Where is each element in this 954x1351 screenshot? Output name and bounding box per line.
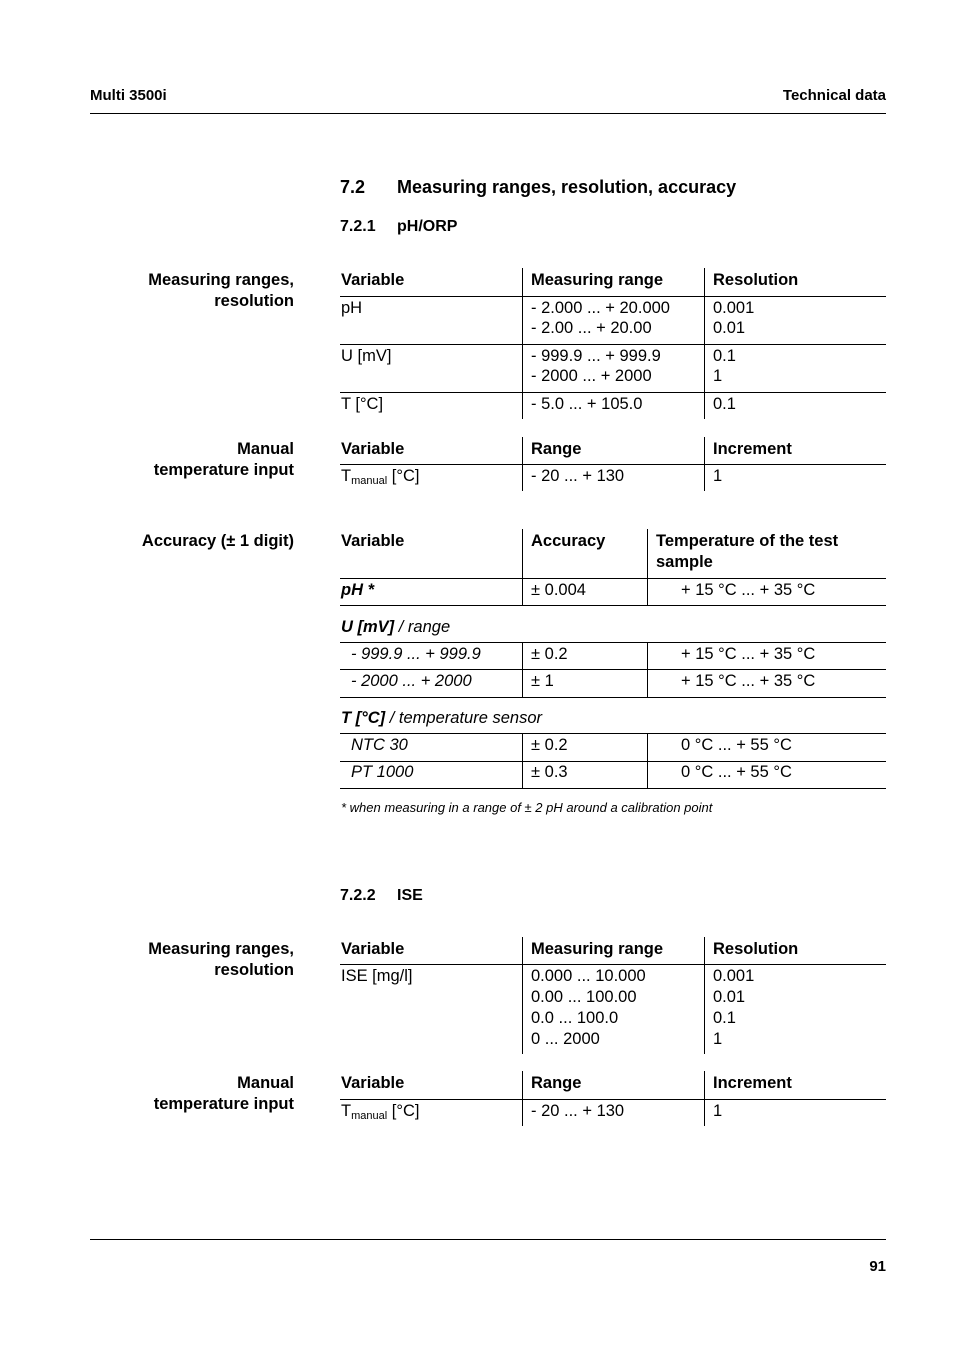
table-cell: + 15 °C ... + 35 °C: [681, 581, 816, 599]
column-rule: [522, 733, 523, 788]
subsection-title: pH/ORP: [397, 218, 458, 235]
table-cell: PT 1000: [351, 763, 414, 781]
th-resolution: Resolution: [713, 940, 799, 958]
th-measuring-range: Measuring range: [531, 940, 664, 958]
table-cell: ± 0.3: [531, 763, 568, 781]
table-rule: [340, 669, 886, 670]
table-cell: U [mV]: [341, 347, 392, 365]
table-cell: - 2.00 ... + 20.00: [531, 319, 652, 337]
th-accuracy: Accuracy: [531, 532, 606, 550]
column-rule: [522, 268, 523, 419]
group-label-bold: U [mV]: [341, 618, 395, 636]
th-temperature: Temperature of the test: [656, 532, 839, 550]
table-cell: [341, 1101, 419, 1127]
running-header-title: Multi 3500i: [90, 87, 167, 104]
subsection-heading-ise: [340, 887, 423, 905]
side-label-manual-ise: [154, 1073, 294, 1115]
table-cell: - 2000 ... + 2000: [531, 367, 652, 385]
table-cell: ± 0.2: [531, 736, 568, 754]
table-cell: 0.000 ... 10.000: [531, 967, 646, 985]
footer-rule: [90, 1239, 886, 1240]
var-main: T: [341, 467, 352, 485]
table-rule: [340, 392, 886, 393]
table-cell: - 5.0 ... + 105.0: [531, 395, 643, 413]
table-cell: [341, 466, 419, 492]
side-label-manual: [154, 439, 294, 481]
column-rule: [647, 642, 648, 697]
table-cell: 1: [713, 1030, 723, 1048]
table-cell: - 2000 ... + 2000: [351, 672, 472, 690]
group-label-mv: [341, 617, 450, 638]
subsection-number: 7.2.1: [340, 218, 376, 235]
table-cell: ISE [mg/l]: [341, 967, 413, 985]
th-increment: Increment: [713, 1074, 792, 1092]
table-rule: [340, 296, 886, 297]
column-rule: [647, 529, 648, 605]
side-label-line: resolution: [214, 961, 294, 979]
table-cell: 0.001: [713, 967, 755, 985]
table-cell: 1: [713, 1102, 723, 1120]
subsection-heading-ph: [340, 218, 457, 236]
subsection-number: 7.2.2: [340, 887, 376, 904]
table-rule: [340, 964, 886, 965]
column-rule: [522, 642, 523, 697]
running-header-section: Technical data: [782, 87, 886, 104]
table-cell: + 15 °C ... + 35 °C: [681, 645, 816, 663]
column-rule: [704, 937, 705, 1054]
group-label-temp: [341, 708, 542, 729]
th-resolution: Resolution: [713, 271, 799, 289]
table-cell: pH: [341, 299, 363, 317]
table-cell: 0.01: [713, 988, 746, 1006]
page-number: 91: [869, 1258, 886, 1275]
column-rule: [704, 437, 705, 491]
table-cell: - 2.000 ... + 20.000: [531, 299, 670, 317]
table-rule: [340, 605, 886, 606]
column-rule: [647, 733, 648, 788]
side-label-line: Manual: [237, 440, 294, 458]
header-rule: [90, 113, 886, 114]
column-rule: [522, 937, 523, 1054]
side-label-line: temperature input: [153, 461, 294, 479]
table-cell: 0.00 ... 100.00: [531, 988, 637, 1006]
var-subscript: manual: [351, 1110, 388, 1122]
column-rule: [522, 1071, 523, 1126]
var-subscript: manual: [351, 475, 388, 487]
th-variable: Variable: [341, 271, 405, 289]
table-cell: 0.001: [713, 299, 755, 317]
var-unit: [°C]: [387, 1102, 420, 1120]
table-cell: 1: [713, 467, 723, 485]
side-label-accuracy: Accuracy (± 1 digit): [141, 532, 294, 550]
table-cell: - 999.9 ... + 999.9: [351, 645, 481, 663]
table-cell: 0 °C ... + 55 °C: [681, 763, 792, 781]
column-rule: [704, 1071, 705, 1126]
footnote: * when measuring in a range of ± 2 pH around a calibration point: [341, 800, 713, 815]
table-rule: [340, 642, 886, 643]
table-rule: [340, 761, 886, 762]
group-label-rest: / range: [394, 618, 451, 636]
column-rule: [704, 268, 705, 419]
th-temperature-line2: sample: [656, 553, 713, 571]
table-cell: - 999.9 ... + 999.9: [531, 347, 661, 365]
side-label-line: Measuring ranges,: [148, 940, 294, 958]
table-cell: 1: [713, 367, 723, 385]
th-variable: Variable: [341, 532, 405, 550]
side-label-line: Manual: [237, 1074, 294, 1092]
var-main: T: [341, 1102, 352, 1120]
column-rule: [522, 529, 523, 605]
table-cell: 0.0 ... 100.0: [531, 1009, 619, 1027]
th-increment: Increment: [713, 440, 792, 458]
column-rule: [522, 437, 523, 491]
table-cell: 0 ... 2000: [531, 1030, 600, 1048]
table-cell: ± 0.2: [531, 645, 568, 663]
table-cell: + 15 °C ... + 35 °C: [681, 672, 816, 690]
side-label-line: resolution: [214, 292, 294, 310]
subsection-title: ISE: [397, 887, 423, 904]
table-rule: [340, 464, 886, 465]
table-cell: 0 °C ... + 55 °C: [681, 736, 792, 754]
th-measuring-range: Measuring range: [531, 271, 664, 289]
table-cell: - 20 ... + 130: [531, 467, 625, 485]
table-cell: - 20 ... + 130: [531, 1102, 625, 1120]
side-label-ranges: [148, 270, 294, 312]
table-cell: 0.01: [713, 319, 746, 337]
section-title: Measuring ranges, resolution, accuracy: [397, 177, 737, 197]
th-variable: Variable: [341, 940, 405, 958]
side-label-line: temperature input: [153, 1095, 294, 1113]
section-heading: [340, 177, 736, 198]
table-cell: ± 0.004: [531, 581, 586, 599]
table-cell: pH *: [341, 581, 374, 599]
th-range: Range: [531, 440, 582, 458]
table-rule: [340, 697, 886, 698]
table-cell: 0.1: [713, 347, 736, 365]
table-rule: [340, 1099, 886, 1100]
th-variable: Variable: [341, 1074, 405, 1092]
table-cell: 0.1: [713, 395, 736, 413]
th-variable: Variable: [341, 440, 405, 458]
side-label-ranges-ise: [148, 939, 294, 981]
table-cell: ± 1: [531, 672, 554, 690]
var-unit: [°C]: [387, 467, 420, 485]
th-range: Range: [531, 1074, 582, 1092]
table-cell: NTC 30: [351, 736, 408, 754]
group-label-rest: / temperature sensor: [385, 709, 542, 727]
table-rule: [340, 344, 886, 345]
side-label-line: Measuring ranges,: [148, 271, 294, 289]
table-cell: T [°C]: [341, 395, 384, 413]
table-rule: [340, 788, 886, 789]
table-rule: [340, 733, 886, 734]
section-number: 7.2: [340, 177, 366, 197]
table-rule: [340, 578, 886, 579]
group-label-bold: T [°C]: [341, 709, 386, 727]
table-cell: 0.1: [713, 1009, 736, 1027]
